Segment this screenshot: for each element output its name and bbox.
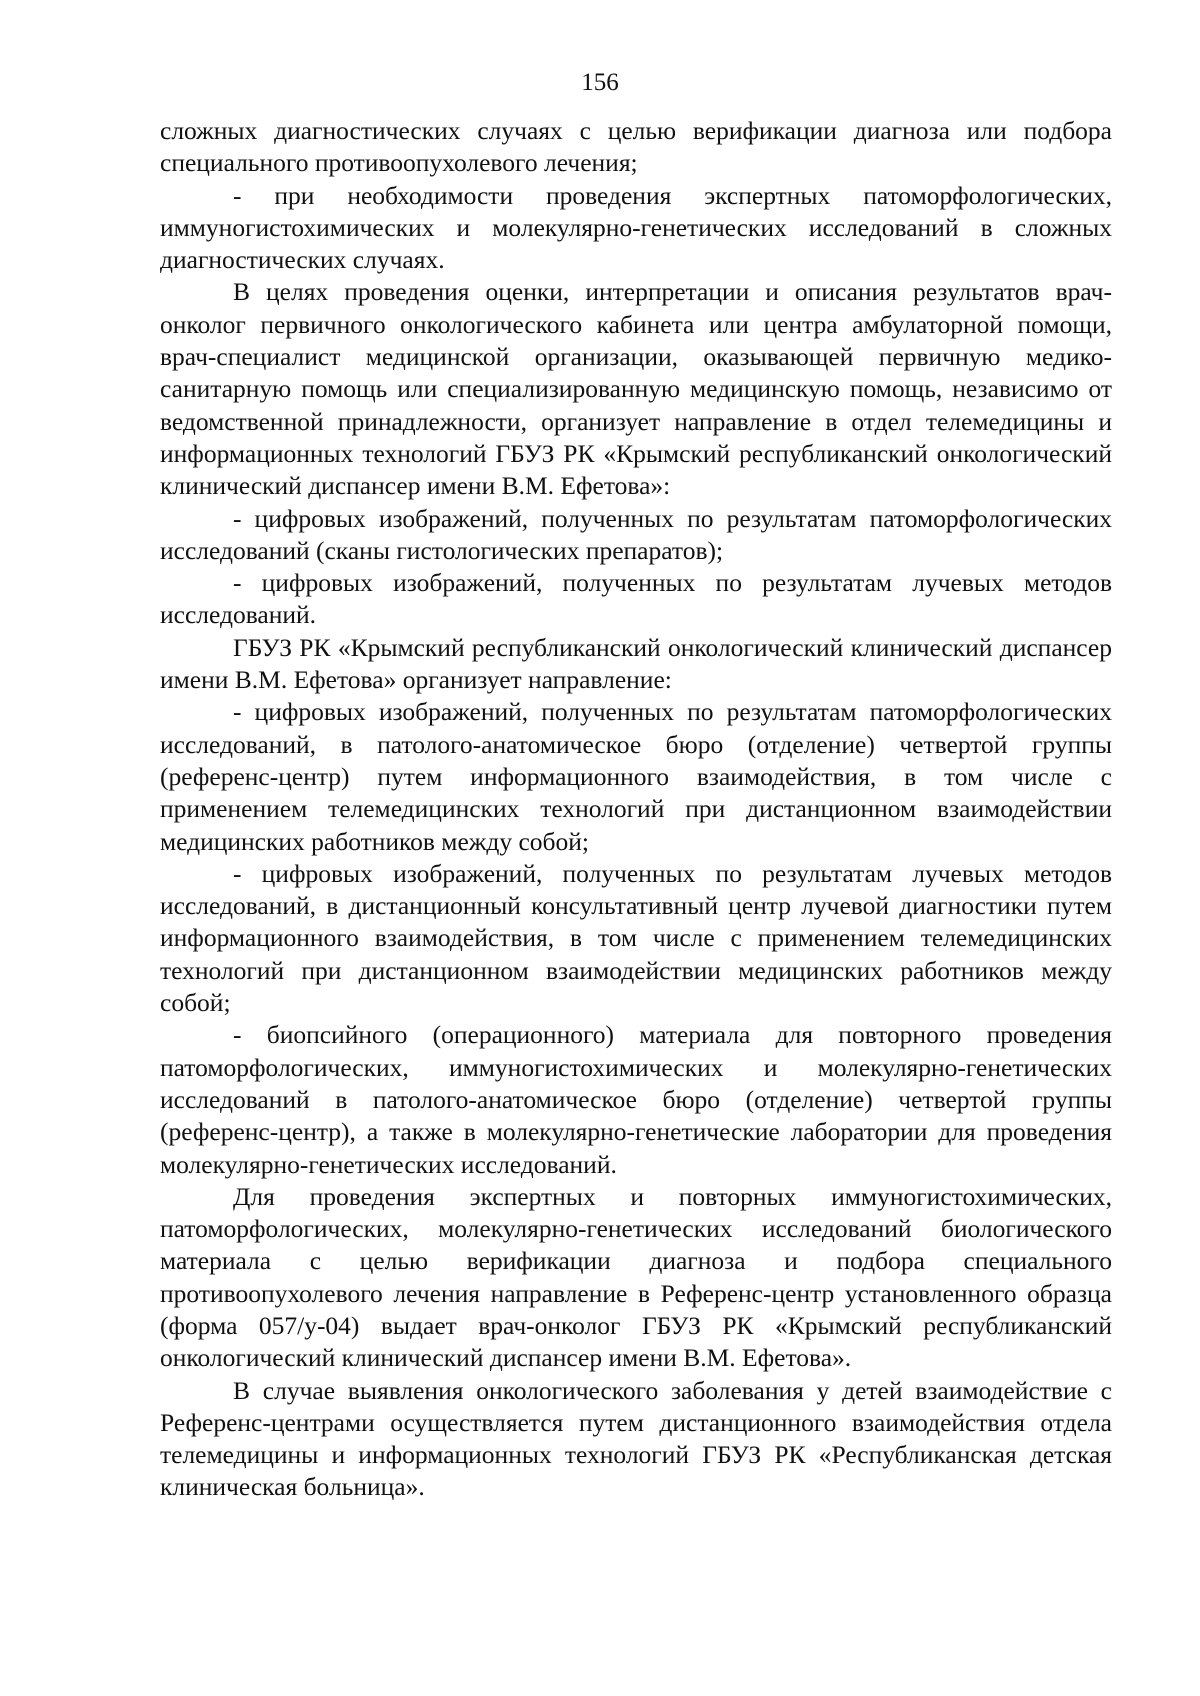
paragraph-continuation: сложных диагностических случаях с целью верификации диагноза или подбора специального противоопухолевого лечения;: [160, 116, 1112, 178]
paragraph-radiology-images-item: - цифровых изображений, полученных по результатам лучевых методов исследований.: [160, 568, 1112, 630]
paragraph-reference-center-referral: Для проведения экспертных и повторных иммуногистохимических, патоморфологических, молекулярно-генетических исследований биологического материала с целью верификации диагноза и подбора специального противоопухолевого лечения направление в Референс-центр установленного образца (форма 057/у-04) выдает врач-онколог ГБУЗ РК «Крымский республиканский онкологический клинический диспансер имени В.М. Ефетова».: [160, 1181, 1112, 1373]
paragraph-children-cases: В случае выявления онкологического заболевания у детей взаимодействие с Референс-центрами осуществляется путем дистанционного взаимодействия отдела телемедицины и информационных технологий ГБУЗ РК «Республиканская детская клиническая больница».: [160, 1375, 1112, 1502]
document-body: [160, 115, 1112, 1504]
paragraph-expert-studies-item: - при необходимости проведения экспертных патоморфологических, иммуногистохимических и молекулярно-генетических исследований в сложных диагностических случаях.: [160, 180, 1112, 275]
paragraph-evaluation-purposes: В целях проведения оценки, интерпретации и описания результатов врач-онколог первичного онкологического кабинета или центра амбулаторной помощи, врач-специалист медицинской организации, оказывающей первичную медико-санитарную помощь или специализированную медицинскую помощь, независимо от ведомственной принадлежности, организует направление в отдел телемедицины и информационных технологий ГБУЗ РК «Крымский республиканский онкологический клинический диспансер имени В.М. Ефетова»:: [160, 277, 1112, 501]
paragraph-biopsy-material-item: - биопсийного (операционного) материала для повторного проведения патоморфологических, иммуногистохимических и молекулярно-генетических исследований в патолого-анатомическое бюро (отделение) четвертой группы (референс-центр), а также в молекулярно-генетические лаборатории для проведения молекулярно-генетических исследований.: [160, 1020, 1112, 1179]
page-number: 156: [581, 69, 619, 96]
paragraph-pathology-images-item: - цифровых изображений, полученных по результатам патоморфологических исследований (сканы гистологических препаратов);: [160, 503, 1112, 565]
paragraph-dispensary-referral: ГБУЗ РК «Крымский республиканский онкологический клинический диспансер имени В.М. Ефетова» организует направление:: [160, 632, 1112, 695]
paragraph-pathology-referral-item: - цифровых изображений, полученных по результатам патоморфологических исследований, в патолого-анатомическое бюро (отделение) четвертой группы (референс-центр) путем информационного взаимодействия, в том числе с применением телемедицинских технологий при дистанционном взаимодействии медицинских работников между собой;: [160, 697, 1112, 856]
paragraph-radiology-referral-item: - цифровых изображений, полученных по результатам лучевых методов исследований, в дистанционный консультативный центр лучевой диагностики путем информационного взаимодействия, в том числе с применением телемедицинских технологий при дистанционном взаимодействии медицинских работников между собой;: [160, 858, 1112, 1018]
